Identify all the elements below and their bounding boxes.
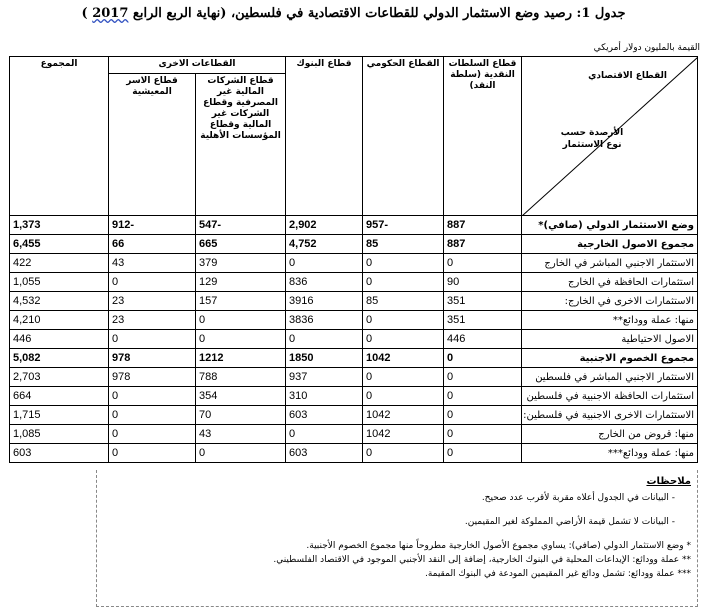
cell-value: 66 bbox=[109, 235, 196, 254]
note-footnote: * وضع الاستثمار الدولي (صافي): يساوي مجموع الأصول الخارجية مطروحاً منها مجموع الخصوم الأجنبية. bbox=[306, 541, 691, 551]
table-row bbox=[10, 368, 698, 387]
row-label: مجموع الخصوم الاجنبية bbox=[522, 349, 698, 368]
cell-value: 446 bbox=[10, 330, 109, 349]
cell-value: 937 bbox=[286, 368, 363, 387]
note-footnote: ** عملة وودائع: الإيداعات المحلية في البنوك الخارجية، إضافة إلى النقد الأجنبي الموجود في الاقتصاد الفلسطيني. bbox=[273, 555, 691, 565]
cell-value: 0 bbox=[109, 425, 196, 444]
cell-value: 5,082 bbox=[10, 349, 109, 368]
cell-value: 354 bbox=[196, 387, 286, 406]
cell-value: 379 bbox=[196, 254, 286, 273]
cell-value: 664 bbox=[10, 387, 109, 406]
table-row bbox=[10, 444, 698, 463]
cell-value: 3916 bbox=[286, 292, 363, 311]
page-title bbox=[0, 6, 707, 21]
row-label: استثمارات الحافظة الاجنبية في فلسطين bbox=[522, 387, 698, 406]
cell-value: 1850 bbox=[286, 349, 363, 368]
unit-label: القيمة بالمليون دولار أمريكي bbox=[593, 43, 700, 53]
cell-value: 4,532 bbox=[10, 292, 109, 311]
cell-value: 0 bbox=[444, 349, 522, 368]
cell-value: 90 bbox=[444, 273, 522, 292]
row-label: مجموع الاصول الخارجية bbox=[522, 235, 698, 254]
cell-value: 603 bbox=[10, 444, 109, 463]
cell-value: 603 bbox=[286, 406, 363, 425]
cell-value: 43 bbox=[109, 254, 196, 273]
row-label: الاستثمار الاجنبي المباشر في الخارج bbox=[522, 254, 698, 273]
cell-value: 0 bbox=[363, 368, 444, 387]
notes-title: ملاحظات bbox=[646, 476, 691, 487]
cell-value: 310 bbox=[286, 387, 363, 406]
header-banks: قطاع البنوك bbox=[286, 57, 363, 216]
cell-value: 446 bbox=[444, 330, 522, 349]
header-other-sectors: القطاعات الاخرى bbox=[109, 57, 286, 74]
cell-value: 0 bbox=[196, 311, 286, 330]
cell-value: 887 bbox=[444, 235, 522, 254]
cell-value: 788 bbox=[196, 368, 286, 387]
table-row bbox=[10, 254, 698, 273]
header-other-financial: قطاع الشركات المالية غير المصرفية وقطاع الشركات غير المالية وقطاع المؤسسات الأهلية bbox=[196, 74, 286, 216]
cell-value: 0 bbox=[109, 273, 196, 292]
cell-value: 0 bbox=[444, 387, 522, 406]
investment-table bbox=[9, 56, 698, 463]
cell-value: 4,210 bbox=[10, 311, 109, 330]
row-label: الاستثمارات الاخرى الاجنبية في فلسطين: bbox=[522, 406, 698, 425]
cell-value: 0 bbox=[109, 406, 196, 425]
cell-value: 0 bbox=[363, 330, 444, 349]
row-label: الاصول الاحتياطية bbox=[522, 330, 698, 349]
cell-value: 0 bbox=[196, 330, 286, 349]
cell-value: 1,055 bbox=[10, 273, 109, 292]
cell-value: 2,703 bbox=[10, 368, 109, 387]
cell-value: 0 bbox=[109, 444, 196, 463]
header-total: المجموع bbox=[10, 57, 109, 216]
cell-value: 2,902 bbox=[286, 216, 363, 235]
cell-value: 1212 bbox=[196, 349, 286, 368]
cell-value: 0 bbox=[286, 254, 363, 273]
row-label: منها: قروض من الخارج bbox=[522, 425, 698, 444]
table-row bbox=[10, 349, 698, 368]
cell-value: 0 bbox=[286, 330, 363, 349]
header-corner bbox=[522, 57, 698, 216]
header-households: قطاع الاسر المعيشية bbox=[109, 74, 196, 216]
title-end: ) bbox=[81, 6, 93, 21]
cell-value: 23 bbox=[109, 311, 196, 330]
corner-top-label: القطاع الاقتصادي bbox=[588, 71, 668, 81]
header-monetary: قطاع السلطات النقدية (سلطة النقد) bbox=[444, 57, 522, 216]
cell-value: 23 bbox=[109, 292, 196, 311]
table-row bbox=[10, 292, 698, 311]
row-label: الاستثمار الاجنبي المباشر في فلسطين bbox=[522, 368, 698, 387]
cell-value: 1042 bbox=[363, 406, 444, 425]
row-label: منها: عملة وودائع*** bbox=[522, 444, 698, 463]
cell-value: 0 bbox=[109, 387, 196, 406]
cell-value: 1,373 bbox=[10, 216, 109, 235]
note-bullet: - البيانات في الجدول أعلاه مقربة لأقرب عدد صحيح. bbox=[97, 493, 675, 503]
note-bullet: - البيانات لا تشمل قيمة الأراضي المملوكة لغير المقيمين. bbox=[97, 517, 675, 527]
cell-value: 836 bbox=[286, 273, 363, 292]
table-row bbox=[10, 387, 698, 406]
cell-value: 3836 bbox=[286, 311, 363, 330]
cell-value: 0 bbox=[444, 254, 522, 273]
cell-value: 0 bbox=[444, 406, 522, 425]
note-footnote: *** عملة وودائع: تشمل ودائع غير المقيمين المودعة في البنوك المقيمة. bbox=[424, 569, 691, 579]
cell-value: 1042 bbox=[363, 349, 444, 368]
cell-value: 1,715 bbox=[10, 406, 109, 425]
table-row bbox=[10, 330, 698, 349]
row-label: الاستثمارات الاخرى في الخارج: bbox=[522, 292, 698, 311]
cell-value: 43 bbox=[196, 425, 286, 444]
corner-bottom-label: الأرصدة حسب نوع الاستثمار bbox=[560, 128, 624, 150]
cell-value: 1042 bbox=[363, 425, 444, 444]
cell-value: -912 bbox=[109, 216, 196, 235]
cell-value: 0 bbox=[444, 444, 522, 463]
cell-value: 665 bbox=[196, 235, 286, 254]
row-label: استثمارات الحافظة في الخارج bbox=[522, 273, 698, 292]
table-body bbox=[10, 216, 698, 463]
cell-value: 978 bbox=[109, 368, 196, 387]
cell-value: 422 bbox=[10, 254, 109, 273]
table-row bbox=[10, 235, 698, 254]
cell-value: 0 bbox=[196, 444, 286, 463]
title-year: 2017 bbox=[92, 6, 129, 21]
table-row bbox=[10, 311, 698, 330]
cell-value: 978 bbox=[109, 349, 196, 368]
cell-value: 70 bbox=[196, 406, 286, 425]
table-row bbox=[10, 425, 698, 444]
cell-value: 0 bbox=[363, 311, 444, 330]
cell-value: -547 bbox=[196, 216, 286, 235]
table-row bbox=[10, 273, 698, 292]
header-government: القطاع الحكومي bbox=[363, 57, 444, 216]
notes-box bbox=[96, 470, 698, 607]
cell-value: 351 bbox=[444, 292, 522, 311]
title-text: جدول 1: رصيد وضع الاستثمار الدولي للقطاعات الاقتصادية في فلسطين، (نهاية الربع الرابع bbox=[128, 6, 626, 21]
table-row bbox=[10, 216, 698, 235]
cell-value: 351 bbox=[444, 311, 522, 330]
cell-value: 6,455 bbox=[10, 235, 109, 254]
notes-bullets bbox=[97, 493, 675, 527]
cell-value: 0 bbox=[286, 425, 363, 444]
cell-value: 0 bbox=[109, 330, 196, 349]
cell-value: 0 bbox=[363, 387, 444, 406]
cell-value: 4,752 bbox=[286, 235, 363, 254]
cell-value: 0 bbox=[363, 273, 444, 292]
cell-value: 887 bbox=[444, 216, 522, 235]
cell-value: 0 bbox=[363, 254, 444, 273]
cell-value: -957 bbox=[363, 216, 444, 235]
cell-value: 85 bbox=[363, 235, 444, 254]
cell-value: 603 bbox=[286, 444, 363, 463]
cell-value: 0 bbox=[444, 368, 522, 387]
cell-value: 157 bbox=[196, 292, 286, 311]
cell-value: 1,085 bbox=[10, 425, 109, 444]
cell-value: 85 bbox=[363, 292, 444, 311]
cell-value: 0 bbox=[363, 444, 444, 463]
cell-value: 129 bbox=[196, 273, 286, 292]
row-label: وضع الاستثمار الدولي (صافي)* bbox=[522, 216, 698, 235]
row-label: منها: عملة وودائع** bbox=[522, 311, 698, 330]
table-row bbox=[10, 406, 698, 425]
cell-value: 0 bbox=[444, 425, 522, 444]
